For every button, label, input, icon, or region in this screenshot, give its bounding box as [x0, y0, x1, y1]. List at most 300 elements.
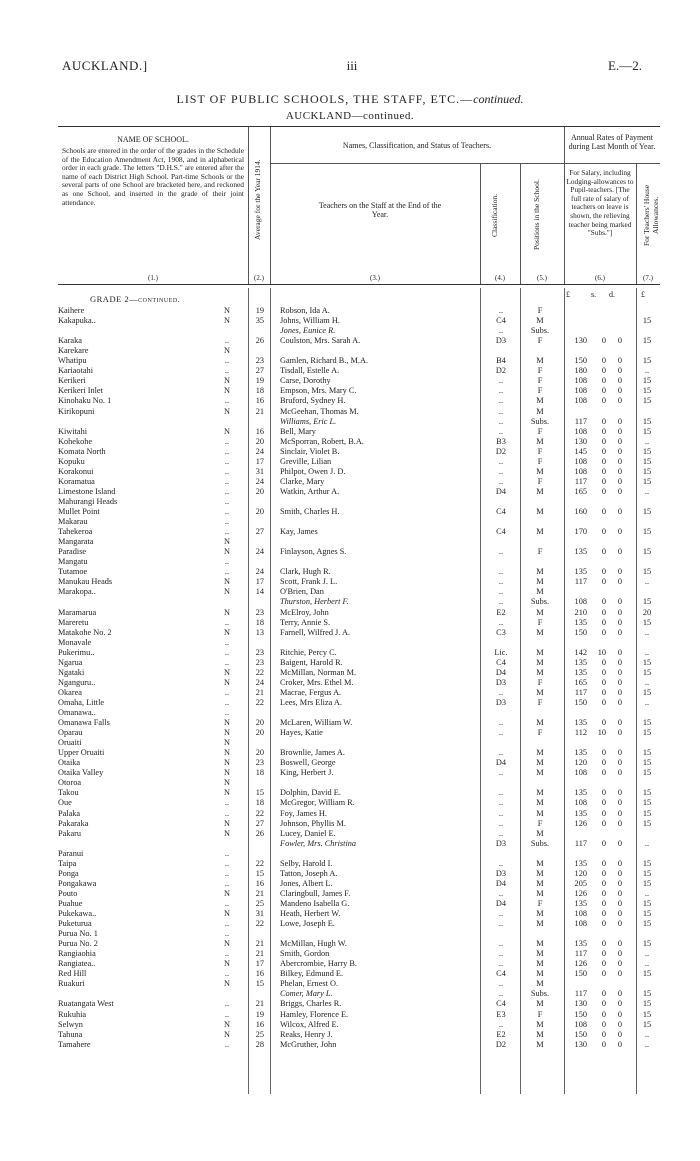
average-cell: 23	[255, 758, 264, 768]
school-cell: Rukuhia	[58, 1009, 87, 1019]
school-cell: Kohekohe	[58, 436, 93, 446]
salary-shillings-cell: 0	[601, 969, 606, 979]
teacher-cell: Farnell, Wilfred J. A.	[280, 627, 351, 637]
header-left: AUCKLAND.]	[62, 58, 148, 73]
teacher-cell: Heath, Herbert W.	[280, 909, 341, 918]
teacher-cell: Wilcox, Alfred E.	[280, 1019, 339, 1029]
dh-cell: ..	[224, 486, 230, 496]
position-cell: M	[536, 1029, 544, 1039]
position-cell: M	[536, 979, 544, 989]
col-pay-header	[564, 127, 660, 284]
position-cell: M	[536, 959, 544, 969]
salary-pence-cell: 0	[617, 919, 622, 929]
school-cell: Ruakuri	[58, 979, 85, 989]
classification-cell: ..	[498, 888, 504, 898]
salary-shillings-cell: 0	[601, 667, 606, 677]
teacher-cell: Greville, Lilian	[280, 456, 332, 466]
position-cell: M	[536, 878, 544, 888]
salary-head: For Salary, including Lodging-allowances to Pupil-teachers. [The full rate of salary of teachers on leave is shown, the relieving teacher being marked "Subs."]	[566, 168, 634, 238]
salary-shillings-cell: 0	[601, 396, 606, 406]
school-cell: Kariaotahi	[58, 366, 94, 376]
teacher-cell: Comer, Mary L.	[280, 989, 333, 999]
salary-pounds-cell: 120	[574, 868, 587, 878]
house-allowance-cell: 15	[642, 386, 652, 396]
teacher-cell: Clark, Hugh R.	[280, 567, 331, 577]
salary-pounds-cell: 126	[574, 959, 587, 969]
dh-cell: N	[224, 768, 230, 778]
position-cell: M	[536, 316, 544, 326]
teacher-cell: Bilkey, Edmund E.	[280, 969, 344, 979]
salary-pounds-cell: 117	[574, 687, 587, 697]
teacher-cell: Kay, James	[280, 527, 318, 537]
salary-pence-cell: 0	[617, 647, 622, 657]
page-subtitle: AUCKLAND—continued.	[285, 110, 415, 122]
house-allowance-cell: 15	[642, 868, 652, 878]
position-cell: M	[536, 436, 544, 446]
classification-cell: E2	[496, 607, 506, 617]
position-cell: F	[537, 818, 543, 828]
salary-pence-cell: 0	[617, 376, 622, 386]
teacher-cell: McGruther, John	[280, 1039, 337, 1049]
divider	[564, 163, 660, 164]
house-allowance-cell: 15	[642, 818, 652, 828]
classification-cell: ..	[498, 456, 504, 466]
salary-shillings-cell: 0	[601, 687, 606, 697]
house-allowance-cell: 15	[642, 999, 652, 1009]
salary-pence-cell: 0	[617, 446, 622, 456]
colnum-3: (3.)	[370, 274, 380, 282]
average-cell: 28	[255, 1039, 264, 1049]
dh-cell: ..	[224, 456, 230, 466]
salary-shillings-cell: 0	[601, 898, 606, 908]
salary-pence-cell: 0	[617, 1019, 622, 1029]
position-cell: F	[537, 376, 543, 386]
salary-shillings-cell: 0	[601, 999, 606, 1009]
dh-cell: ..	[224, 396, 230, 406]
house-allowance-cell: 15	[642, 567, 652, 577]
salary-pence-cell: 0	[617, 667, 622, 677]
dh-cell: N	[224, 959, 230, 969]
position-cell: M	[536, 527, 544, 537]
position-cell: Subs.	[530, 326, 550, 336]
school-cell: Selwyn	[58, 1019, 83, 1029]
salary-shillings-cell: 10	[597, 647, 606, 657]
house-allowance-cell: ..	[644, 888, 650, 898]
position-cell: M	[536, 999, 544, 1009]
school-cell: Pakaru	[58, 828, 82, 838]
salary-pence-cell: 0	[617, 507, 622, 516]
salary-shillings-cell: 0	[601, 1039, 606, 1049]
position-cell: M	[536, 748, 544, 758]
teacher-cell: Foy, James H.	[280, 808, 327, 818]
classification-cell: D2	[495, 366, 507, 376]
salary-pence-cell: 0	[617, 728, 622, 738]
unit-pence: d.	[609, 290, 615, 299]
salary-shillings-cell: 0	[601, 959, 606, 969]
school-cell: Matakohe No. 2	[58, 627, 112, 637]
dh-cell: ..	[224, 848, 230, 858]
school-cell: Tutamoe	[58, 567, 88, 577]
average-cell: 24	[255, 677, 264, 687]
position-cell: M	[536, 758, 544, 768]
school-cell: Paradise	[58, 547, 87, 557]
dh-cell: ..	[224, 878, 230, 888]
salary-shillings-cell: 0	[601, 356, 606, 366]
classification-cell: D2	[495, 446, 507, 456]
school-cell: Otaika Valley	[58, 768, 104, 778]
house-allowance-cell: ..	[644, 366, 650, 376]
house-allowance-cell: ..	[644, 1029, 650, 1039]
salary-pounds-cell: 142	[574, 647, 587, 657]
school-cell: Nganguru..	[58, 677, 96, 687]
classification-cell: C3	[496, 627, 506, 637]
pay-head: Annual Rates of Payment during Last Month of Year.	[568, 133, 656, 151]
salary-shillings-cell: 0	[601, 818, 606, 828]
position-cell: M	[536, 798, 544, 808]
position-cell: F	[537, 336, 543, 346]
salary-pounds-cell: 108	[574, 1019, 587, 1029]
house-allowance-cell: 15	[642, 989, 652, 999]
dh-cell: ..	[224, 929, 230, 939]
average-cell: 21	[255, 939, 264, 949]
average-cell: 23	[255, 657, 264, 667]
salary-pounds-cell: 150	[574, 969, 587, 979]
classification-cell: D3	[495, 336, 507, 346]
salary-shillings-cell: 0	[601, 607, 606, 617]
classification-cell: ..	[498, 768, 504, 778]
school-cell: Puketurua	[58, 919, 92, 929]
divider	[636, 163, 637, 284]
unit-pound-house: £	[641, 290, 645, 299]
salary-pence-cell: 0	[617, 798, 622, 808]
average-cell: 16	[255, 426, 264, 436]
salary-shillings-cell: 0	[601, 919, 606, 929]
teacher-cell: Finlayson, Agnes S.	[280, 547, 347, 557]
classification-cell: C4	[496, 969, 506, 979]
classification-cell: ..	[498, 949, 504, 959]
classification-cell: B3	[496, 436, 506, 446]
average-cell: 31	[255, 466, 264, 476]
school-cell: Tahekeroa	[58, 527, 93, 537]
salary-pounds-cell: 126	[574, 888, 587, 898]
house-allowance-cell: 15	[642, 416, 652, 426]
classification-cell: ..	[498, 426, 504, 436]
classification-cell: D3	[495, 697, 507, 707]
classification-cell: ..	[498, 326, 504, 336]
average-cell: 23	[255, 607, 264, 617]
salary-pence-cell: 0	[617, 456, 622, 466]
salary-shillings-cell: 0	[601, 547, 606, 557]
colnum-1: (1.)	[148, 274, 158, 282]
salary-pounds-cell: 135	[574, 898, 587, 908]
school-cell: Oruaiti	[58, 738, 82, 748]
house-allowance-cell: 15	[642, 728, 652, 738]
salary-pounds-cell: 165	[574, 677, 587, 687]
teacher-cell: Lees, Mrs Eliza A.	[280, 697, 342, 707]
dh-cell: N	[224, 587, 230, 597]
dh-cell: ..	[224, 657, 230, 667]
house-allowance-cell: 15	[642, 617, 652, 627]
classification-cell: ..	[498, 466, 504, 476]
salary-pence-cell: 0	[617, 838, 622, 848]
school-cell: Puahue	[58, 898, 83, 908]
position-cell: M	[536, 888, 544, 898]
salary-pence-cell: 0	[617, 878, 622, 888]
house-allowance-cell: ..	[644, 486, 650, 496]
house-allowance-cell: 15	[642, 919, 652, 929]
position-cell: M	[536, 828, 544, 838]
classification-cell: ..	[498, 617, 504, 627]
school-cell: Okarea	[58, 687, 82, 697]
average-cell: 23	[255, 356, 264, 366]
salary-shillings-cell: 0	[601, 486, 606, 496]
school-cell: Takou	[58, 788, 79, 798]
classification-cell: ..	[498, 939, 504, 949]
dh-cell: ..	[224, 466, 230, 476]
salary-shillings-cell: 0	[601, 878, 606, 888]
house-allowance-cell: 15	[642, 466, 652, 476]
school-cell: Kopuku	[58, 456, 85, 466]
salary-pounds-cell: 150	[574, 1029, 587, 1039]
salary-pounds-cell: 135	[574, 718, 587, 728]
classification-cell: D2	[495, 1039, 507, 1049]
teacher-cell: Fowler, Mrs. Christina	[280, 838, 357, 848]
salary-shillings-cell: 0	[601, 888, 606, 898]
salary-pence-cell: 0	[617, 989, 622, 999]
col-teachers-header	[270, 127, 564, 284]
classification-cell: ..	[498, 386, 504, 396]
salary-pounds-cell: 130	[574, 1039, 587, 1049]
salary-pence-cell: 0	[617, 959, 622, 969]
salary-pounds-cell: 135	[574, 939, 587, 949]
salary-pounds-cell: 135	[574, 617, 587, 627]
salary-pence-cell: 0	[617, 868, 622, 878]
dh-cell: ..	[224, 617, 230, 627]
salary-pounds-cell: 135	[574, 667, 587, 677]
position-cell: F	[537, 617, 543, 627]
salary-pounds-cell: 135	[574, 547, 587, 557]
unit-pound: £	[566, 290, 570, 299]
salary-pounds-cell: 160	[574, 507, 587, 516]
classification-cell: ..	[498, 406, 504, 416]
classification-cell: C4	[496, 527, 506, 537]
average-cell: 25	[255, 1029, 264, 1039]
dh-cell: N	[224, 979, 230, 989]
house-allowance-cell: 20	[642, 607, 652, 617]
salary-pounds-cell: 108	[574, 376, 587, 386]
salary-shillings-cell: 0	[601, 697, 606, 707]
classification-cell: ..	[498, 959, 504, 969]
classification-cell: ..	[498, 577, 504, 587]
teacher-cell: O'Brien, Dan	[280, 587, 324, 597]
position-cell: M	[536, 607, 544, 617]
position-cell: M	[536, 909, 544, 918]
salary-pounds-cell: 108	[574, 466, 587, 476]
salary-pence-cell: 0	[617, 486, 622, 496]
salary-shillings-cell: 0	[601, 416, 606, 426]
teacher-cell: McMillan, Hugh W.	[280, 939, 347, 949]
average-cell: 21	[255, 687, 264, 697]
dh-cell: ..	[224, 476, 230, 486]
school-cell: Marakopa..	[58, 587, 96, 597]
school-cell: Whatipu	[58, 356, 87, 366]
average-cell: 13	[255, 627, 264, 637]
school-cell: Tamahere	[58, 1039, 91, 1049]
school-cell: Red Hill	[58, 969, 87, 979]
teacher-cell: Boswell, George	[280, 758, 336, 768]
salary-pounds-cell: 205	[574, 878, 587, 888]
classification-cell: D4	[495, 486, 507, 496]
house-allowance-cell: 15	[642, 426, 652, 436]
salary-shillings-cell: 0	[601, 577, 606, 587]
school-cell: Rangiaohia	[58, 949, 96, 959]
salary-pence-cell: 0	[617, 677, 622, 687]
teacher-cell: Gamlen, Richard B., M.A.	[280, 356, 369, 366]
teacher-cell: Hayes, Katie	[280, 728, 323, 738]
position-cell: F	[537, 456, 543, 466]
average-cell: 27	[255, 366, 264, 376]
salary-shillings-cell: 0	[601, 1019, 606, 1029]
colnum-6: (6.)	[595, 274, 605, 282]
average-cell: 17	[255, 959, 264, 969]
divider	[480, 163, 481, 284]
teacher-cell: Dolphin, David E.	[280, 788, 341, 798]
salary-pence-cell: 0	[617, 356, 622, 366]
salary-pounds-cell: 180	[574, 366, 587, 376]
salary-pence-cell: 0	[617, 577, 622, 587]
school-cell: Ruatangata West	[58, 999, 114, 1009]
teacher-cell: Lucey, Daniel E.	[280, 828, 336, 838]
teacher-cell: Croker, Mrs. Ethel M.	[280, 677, 354, 687]
teacher-cell: Bruford, Sydney H.	[280, 396, 346, 406]
teacher-cell: Scott, Frank J. L.	[280, 577, 338, 587]
dh-cell: ..	[224, 336, 230, 346]
salary-shillings-cell: 0	[601, 366, 606, 376]
teacher-cell: Johnson, Phyllis M.	[280, 818, 346, 828]
position-cell: M	[536, 647, 544, 657]
school-cell: Omanawa Falls	[58, 718, 110, 728]
dh-cell: ..	[224, 557, 230, 567]
position-cell: M	[536, 969, 544, 979]
position-cell: M	[536, 919, 544, 929]
house-head: For Teachers' House Allowances.	[642, 184, 660, 246]
classification-cell: ..	[498, 798, 504, 808]
dh-cell: N	[224, 426, 230, 436]
dh-cell: ..	[224, 446, 230, 456]
classification-cell: ..	[498, 587, 504, 597]
average-cell: 22	[255, 808, 264, 818]
divider	[520, 163, 521, 284]
teacher-cell: McMillan, Norman M.	[280, 667, 357, 677]
salary-pence-cell: 0	[617, 969, 622, 979]
salary-pence-cell: 0	[617, 597, 622, 607]
salary-shillings-cell: 0	[601, 788, 606, 798]
teacher-cell: Mandeno Isabella G.	[280, 898, 350, 908]
classification-cell: D4	[495, 667, 507, 677]
house-allowance-cell: 15	[642, 476, 652, 486]
average-cell: 31	[255, 909, 264, 918]
salary-pence-cell: 0	[617, 567, 622, 577]
salary-shillings-cell: 0	[601, 939, 606, 949]
salary-pence-cell: 0	[617, 898, 622, 908]
school-cell: Karaka	[58, 336, 82, 346]
salary-pence-cell: 0	[617, 909, 622, 918]
average-cell: 20	[255, 486, 264, 496]
school-cell: Karekare	[58, 346, 89, 356]
salary-shillings-cell: 0	[601, 456, 606, 466]
school-cell: Monavale	[58, 637, 92, 647]
school-cell: Kerikeri	[58, 376, 86, 386]
classification-cell: ..	[498, 718, 504, 728]
school-note: Schools are entered in the order of the grades in the Schedule of the Education Amendment Act, 1908, and in alphabetical order in each grade. The letters "D.H.S." are entered after the name of each District High School. Part-time Schools or the several parts of one School are bracketed here, and reckoned as one School, and inserted in the grade of their joint attendance.	[62, 146, 244, 207]
position-cell: M	[536, 1019, 544, 1029]
salary-shillings-cell: 0	[601, 838, 606, 848]
dh-cell: N	[224, 386, 230, 396]
house-allowance-cell: 15	[642, 316, 652, 326]
avg-head: Average for the Year 1914.	[253, 159, 262, 241]
school-cell: Kiwitahi	[58, 426, 88, 436]
position-cell: M	[536, 858, 544, 868]
col-avg-header	[248, 127, 270, 284]
school-cell: Tahuna	[58, 1029, 83, 1039]
salary-shillings-cell: 0	[601, 768, 606, 778]
salary-shillings-cell: 0	[601, 798, 606, 808]
dh-cell: N	[224, 306, 230, 315]
dh-cell: N	[224, 939, 230, 949]
house-allowance-cell: 15	[642, 758, 652, 768]
teacher-cell: Selby, Harold I.	[280, 858, 333, 868]
salary-pounds-cell: 108	[574, 798, 587, 808]
salary-pounds-cell: 135	[574, 657, 587, 667]
dh-cell: N	[224, 346, 230, 356]
classification-cell: D3	[495, 868, 507, 878]
classification-cell: ..	[498, 416, 504, 426]
dh-cell: ..	[224, 697, 230, 707]
salary-pounds-cell: 108	[574, 396, 587, 406]
dh-cell: N	[224, 738, 230, 748]
average-cell: 25	[255, 898, 264, 908]
house-allowance-cell: 15	[642, 356, 652, 366]
average-cell: 18	[255, 798, 264, 808]
unit-shilling: s.	[591, 290, 597, 299]
teacher-cell: Johns, William H.	[280, 316, 340, 326]
average-cell: 18	[255, 386, 264, 396]
dh-cell: N	[224, 748, 230, 758]
salary-pence-cell: 0	[617, 1029, 622, 1039]
house-allowance-cell: ..	[644, 838, 650, 848]
dh-cell: ..	[224, 366, 230, 376]
position-cell: F	[537, 476, 543, 486]
dh-cell: N	[224, 547, 230, 557]
teacher-cell: Philpot, Owen J. D.	[280, 466, 346, 476]
classification-cell: ..	[498, 1019, 504, 1029]
position-cell: M	[536, 949, 544, 959]
average-cell: 20	[255, 436, 264, 446]
salary-pounds-cell: 126	[574, 818, 587, 828]
position-cell: Subs.	[530, 838, 550, 848]
teacher-cell: Empson, Mrs. Mary C.	[280, 386, 357, 396]
teacher-cell: Carse, Dorothy	[280, 376, 331, 386]
position-cell: M	[536, 356, 544, 366]
salary-pence-cell: 0	[617, 768, 622, 778]
average-cell: 21	[255, 406, 264, 416]
salary-pounds-cell: 150	[574, 356, 587, 366]
salary-pence-cell: 0	[617, 758, 622, 768]
salary-pounds-cell: 150	[574, 1009, 587, 1019]
school-cell: Pukekawa..	[58, 909, 97, 918]
dh-cell: N	[224, 316, 230, 326]
house-allowance-cell: 15	[642, 336, 652, 346]
